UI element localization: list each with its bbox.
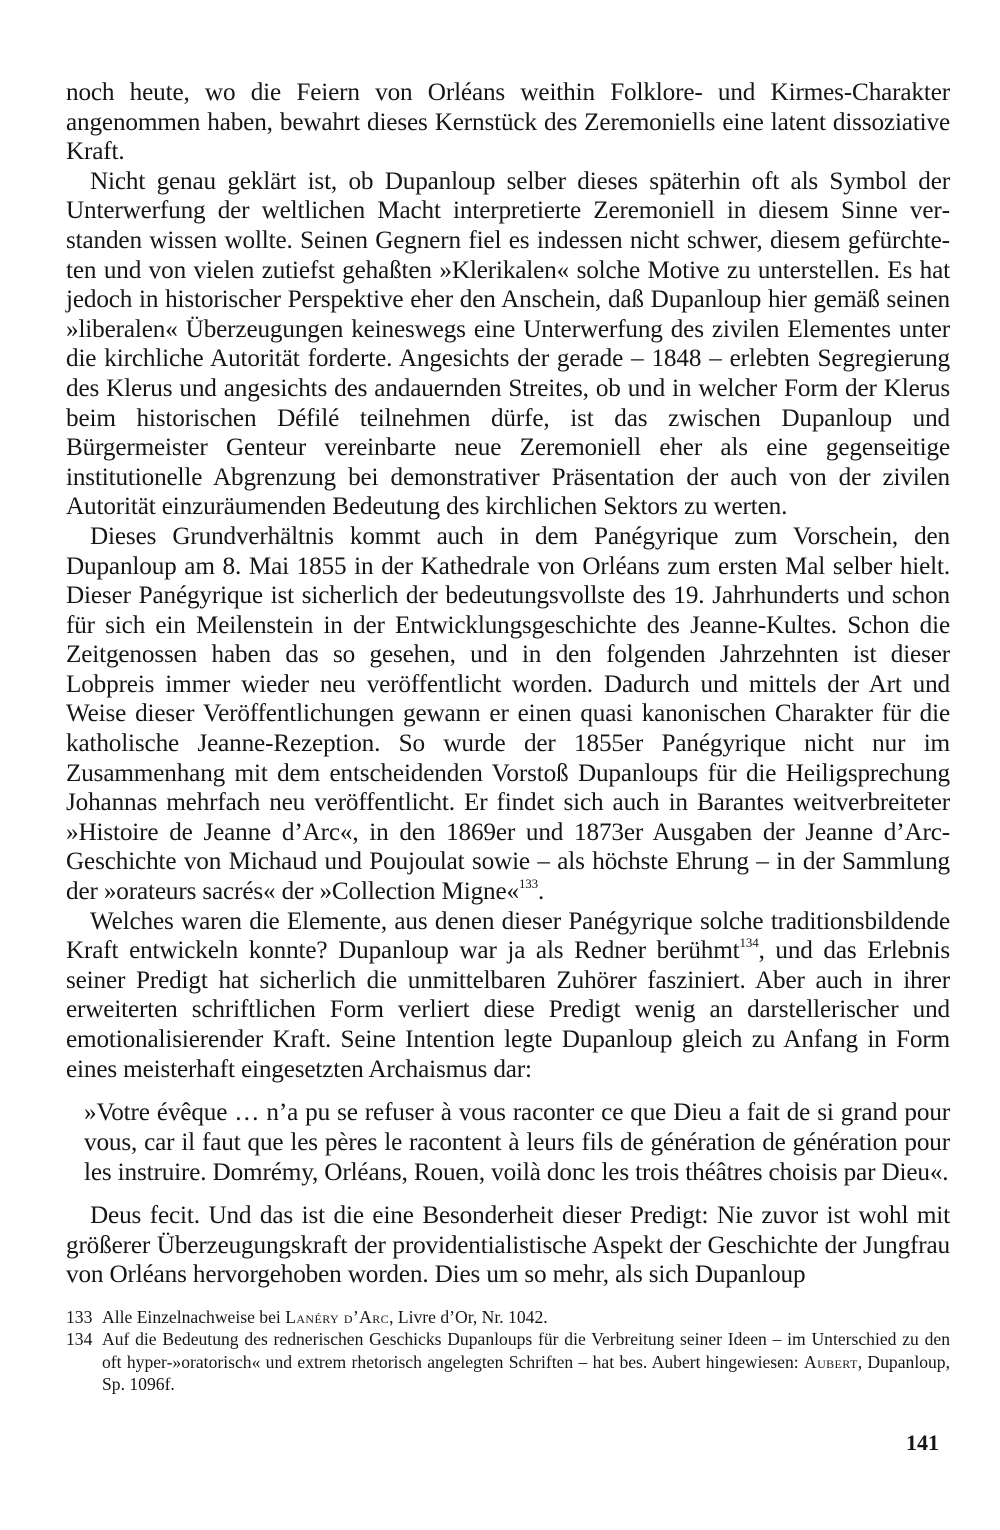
paragraph-4 (66, 907, 950, 1085)
footnote-text (102, 1328, 950, 1395)
footnote-number: 133 (66, 1307, 93, 1327)
footnotes (66, 1306, 950, 1396)
paragraph-1: noch heute, wo die Feiern von Orléans weithin Folklore- und Kirmes-Charakter angenommen haben, bewahrt dieses Kernstück des Zeremoniells eine latent dissoziative Kraft. (66, 79, 950, 166)
footnote-author: Lanéry d’Arc (285, 1307, 390, 1327)
paragraph-2: Nicht genau geklärt ist, ob Dupanloup selber dieses späterhin oft als Symbol der Unterwerfung der weltlichen Macht interpretierte Zeremoniell in diesem Sinne verstanden wissen wollte. Seinen Gegnern fiel es indessen nicht schwer, diesem gefürchteten und von vielen zutiefst gehaßten »Klerikalen« solche Motive zu unterstellen. Es hat jedoch in historischer Perspektive eher den Anschein, daß Dupanloup hier gemäß seinen »liberalen« Überzeugungen keineswegs eine Unterwerfung des zivilen Elementes unter die kirchliche Autorität forderte. Angesichts der gerade – 1848 – erlebten Segregierung des Klerus und angesichts des andauernden Streites, ob und in welcher Form der Klerus beim historischen Défilé teilnehmen dürfe, ist das zwischen Dupanloup und Bürgermeister Genteur vereinbarte neue Zeremoniell eher als eine gegenseitige institutionelle Abgrenzung bei demonstrativer Präsentation der auch von der zivilen Autorität einzuräumenden Bedeutung des kirchlichen Sektors zu werten. (66, 167, 950, 521)
paragraph-4-text-b: , und das Erlebnis seiner Predigt hat sicherlich die unmittelbaren Zuhörer fasziniert. Aber auch in ihrer erweiterten schriftlichen Form verliert diese Predigt wenig an darstellerischer und emotionalisierender Kraft. Seine Intention legte Dupanloup gleich zu Anfang in Form eines meisterhaft eingesetzten Archaismus dar: (66, 937, 950, 1083)
block-quote: »Votre évêque … n’a pu se refuser à vous raconter ce que Dieu a fait de si grand pour vous, car il faut que les pères le racontent à leurs fils de génération de génération pour les instruire. Domrémy, Orléans, Rouen, voilà donc les trois théâtres choisis par Dieu«. (84, 1099, 950, 1187)
main-text (66, 78, 950, 1290)
footnote-text-post: , Livre d’Or, Nr. 1042. (389, 1307, 548, 1327)
paragraph-3-text: Dieses Grundverhältnis kommt auch in dem Panégyrique zum Vorschein, den Dupanloup am 8. Mai 1855 in der Kathedrale von Orléans zum ersten Mal selber hielt. Dieser Panégyrique ist sicherlich der bedeutungsvollste des 19. Jahrhunderts und schon für sich ein Meilenstein in der Entwicklungsgeschichte des Jeanne-Kultes. Schon die Zeitgenossen haben das so gesehen, und in den folgenden Jahrzehnten ist dieser Lobpreis immer wieder neu veröffentlicht worden. Dadurch und mittels der Art und Weise dieser Veröffentlichungen gewann er einen quasi kanonischen Charakter für die katholische Jeanne-Rezeption. So wurde der 1855er Panégyrique nicht nur im Zusammenhang mit dem entscheidenden Vorstoß Dupanloups für die Heiligsprechung Johannas mehrfach neu veröffentlicht. Er findet sich auch in Barantes weitverbreiteter »Histoire de Jeanne d’Arc«, in den 1869er und 1873er Ausgaben der Jeanne d’Arc-Geschichte von Michaud und Poujoulat sowie – als höchste Ehrung – in der Sammlung der »orateurs sacrés« der »Collection Migne« (66, 522, 950, 906)
footnote-author: Aubert (803, 1351, 858, 1372)
paragraph-3 (66, 522, 950, 907)
paragraph-4-text-a: Welches waren die Elemente, aus denen dieser Panégyrique solche traditionsbildende Kraft entwickeln konnte? Dupanloup war ja als Redner berühmt (66, 907, 950, 965)
footnote-133 (66, 1306, 950, 1328)
footnote-text-pre: Auf die Bedeutung des rednerischen Geschicks Dupanloups für die Verbreitung seiner Ideen – im Unterschied zu den oft hyper-»oratorisch« und extrem rhetorisch angelegten Schriften – hat bes. Aubert hingewiesen: (102, 1329, 950, 1372)
paragraph-3-end: . (538, 878, 545, 906)
footnote-ref-134[interactable]: 134 (739, 935, 759, 951)
footnote-text-pre: Alle Einzelnachweise bei (102, 1307, 286, 1327)
footnote-number: 134 (66, 1329, 93, 1350)
footnote-text-post: , Dupanloup, Sp. 1096f. (102, 1351, 950, 1395)
paragraph-5: Deus fecit. Und das ist die eine Besonderheit dieser Predigt: Nie zuvor ist wohl mit größerer Überzeugungskraft der providentialistische Aspekt der Geschichte der Jungfrau von Orléans hervorgehoben worden. Dies um so mehr, als sich Dupanloup (66, 1202, 950, 1289)
page-number: 141 (906, 1430, 939, 1455)
footnote-text (102, 1306, 950, 1328)
footnote-134 (66, 1328, 950, 1395)
footnote-ref-133[interactable]: 133 (518, 876, 538, 892)
